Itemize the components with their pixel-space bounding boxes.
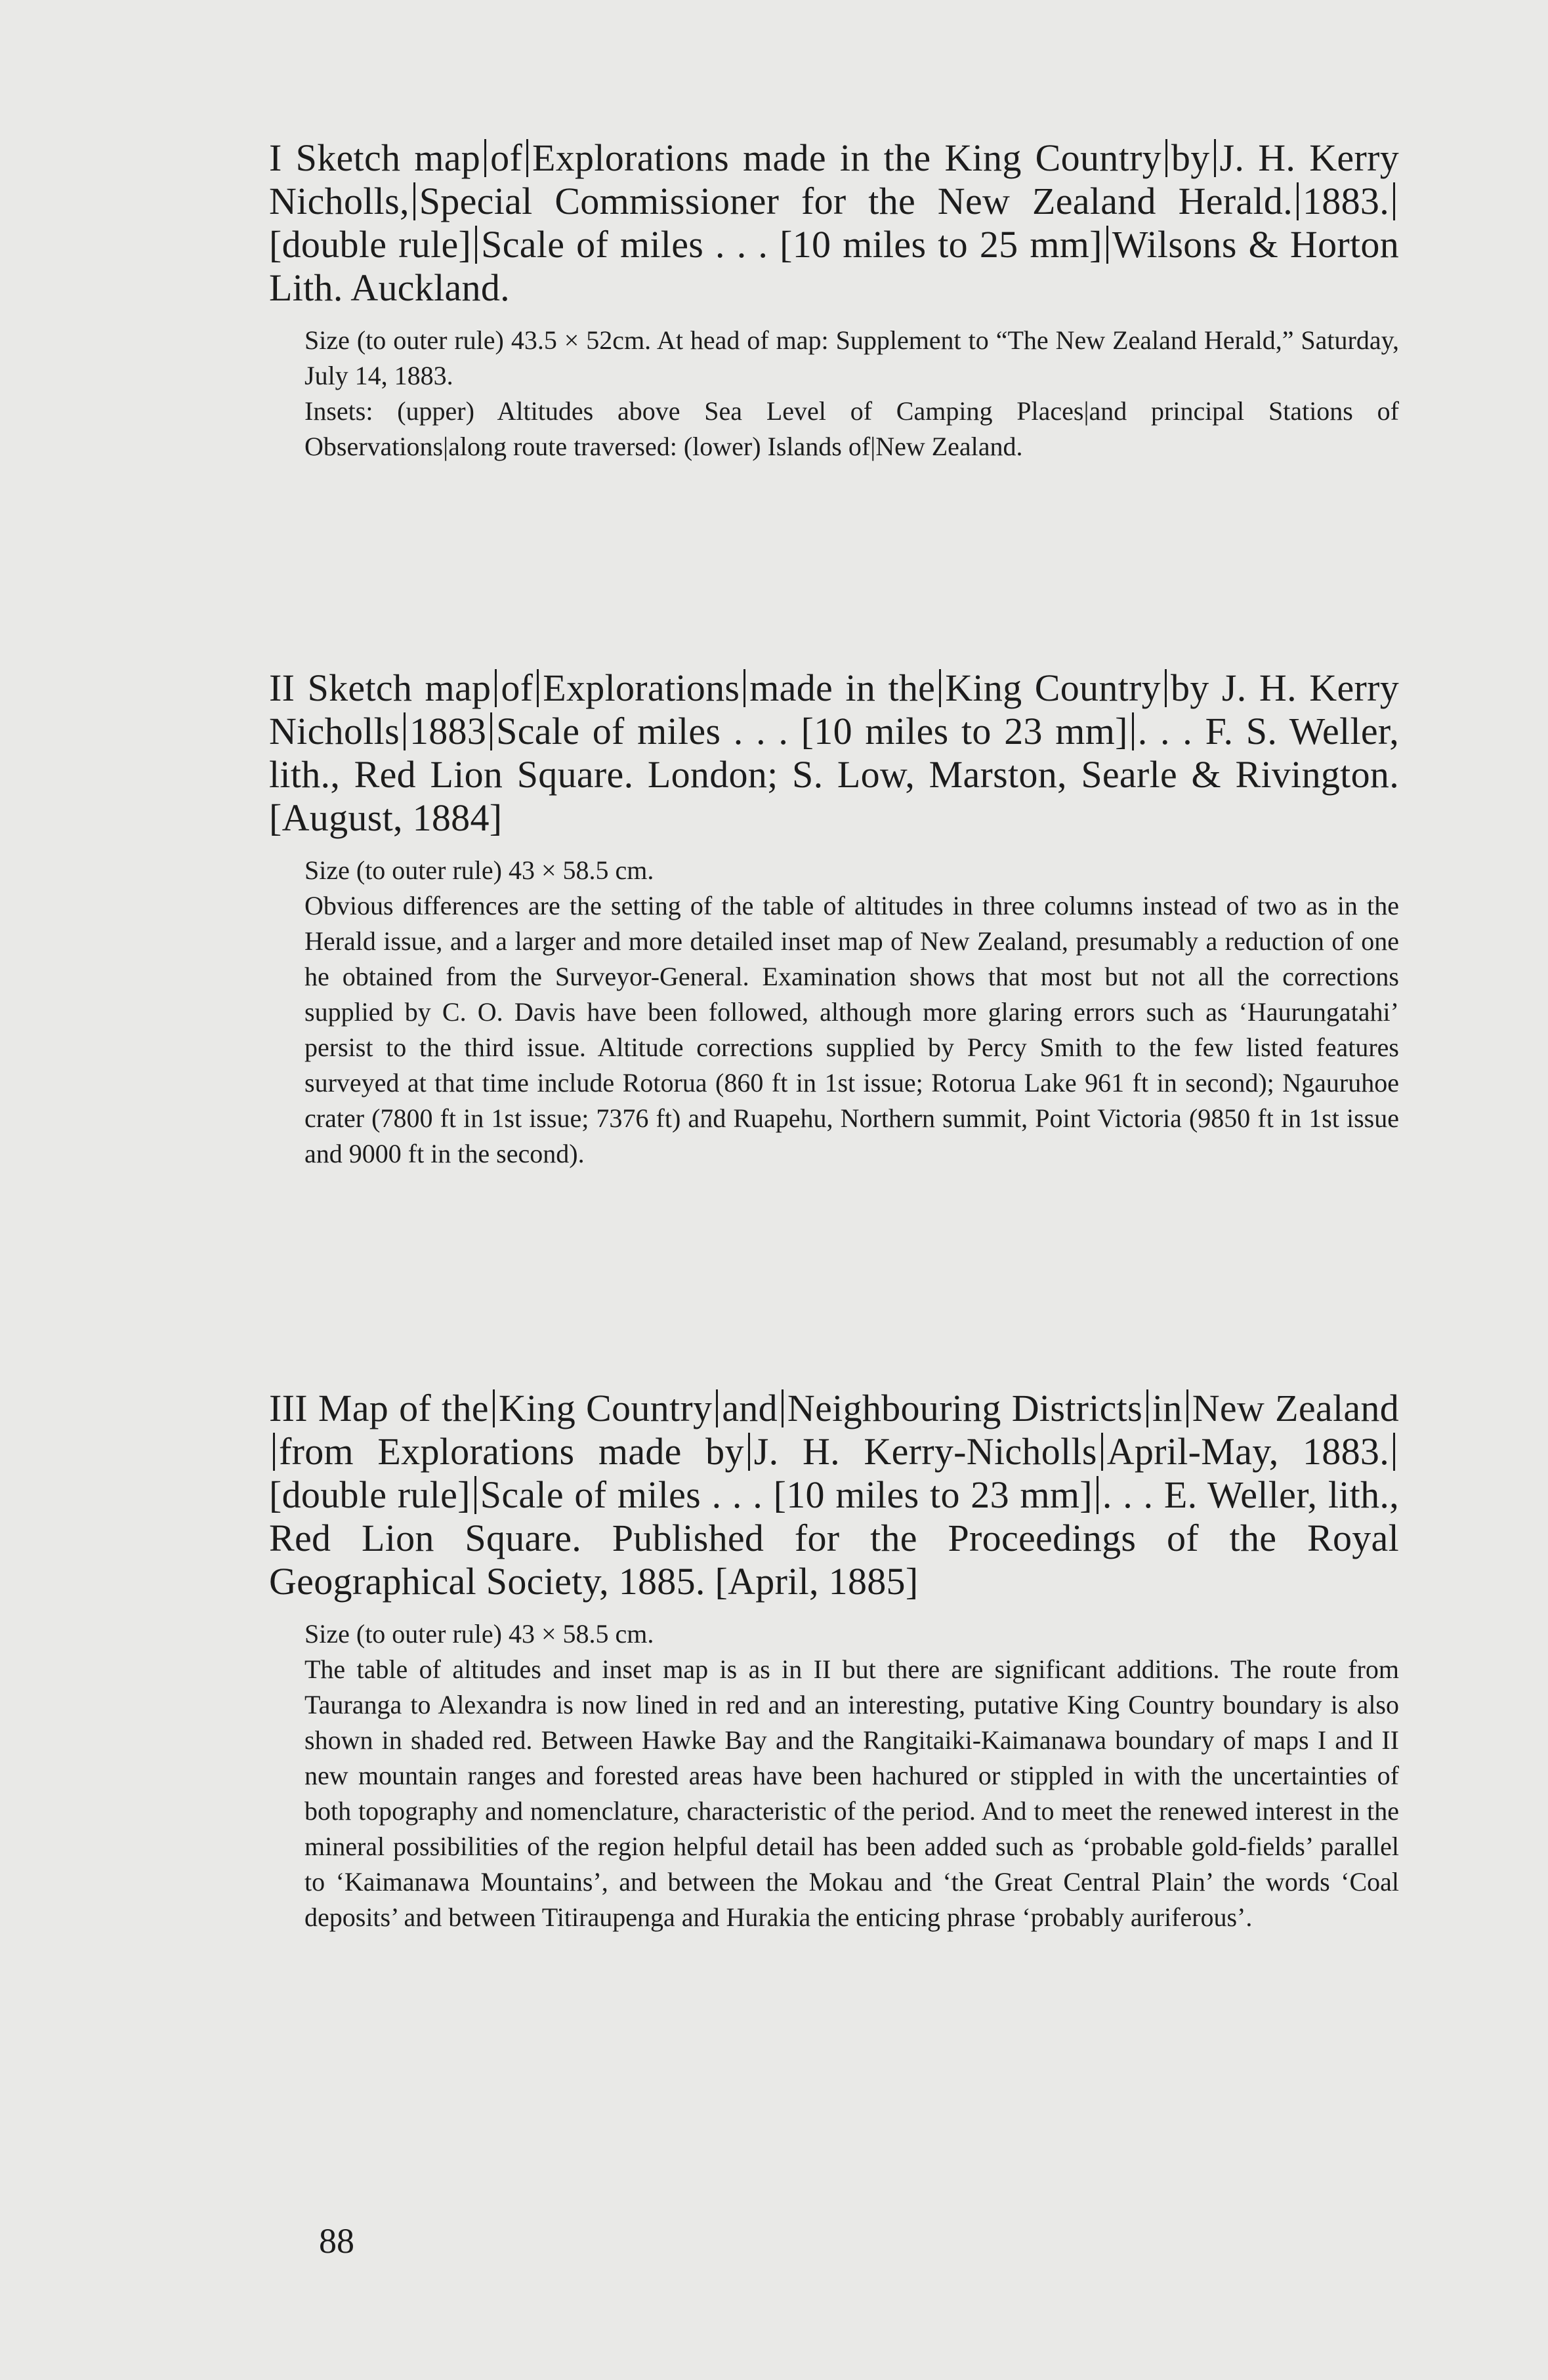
heading-segment: King Country	[498, 1387, 713, 1429]
line-break-marker	[939, 669, 941, 707]
heading-segment: Scale of miles . . . [10 miles to 25 mm]	[481, 223, 1102, 266]
heading-segment: Wilsons & Horton Lith. Auckland.	[269, 223, 1400, 309]
heading-segment: J. H. Kerry Nicholls,	[269, 136, 1400, 222]
heading-segment: by J. H. Kerry Nicholls	[269, 667, 1400, 752]
entry-heading	[269, 1387, 1399, 1603]
entry-notes	[304, 1616, 1399, 1935]
heading-segment: . . . E. Weller, lith., Red Lion Square. Published for the Proceedings of the Royal Geographical Society, 1885. [April, 1885]	[269, 1473, 1399, 1603]
line-break-marker	[1146, 1389, 1148, 1427]
line-break-marker	[526, 139, 528, 177]
heading-segment: in	[1152, 1387, 1182, 1429]
heading-segment: J. H. Kerry-Nicholls	[753, 1430, 1097, 1473]
line-break-marker	[1165, 669, 1167, 707]
heading-segment: New Zealand	[1192, 1387, 1399, 1429]
heading-segment: April-May, 1883.	[1106, 1430, 1390, 1473]
line-break-marker	[743, 669, 745, 707]
line-break-marker	[1106, 226, 1108, 264]
line-break-marker	[474, 1476, 476, 1514]
heading-segment: by	[1171, 136, 1210, 179]
size-note: Size (to outer rule) 43 × 58.5 cm.	[304, 1619, 654, 1649]
page-number: 88	[319, 2221, 354, 2261]
heading-segment: . . . F. S. Weller, lith., Red Lion Square. London; S. Low, Marston, Searle & Rivington. [August, 1884]	[269, 710, 1399, 839]
map-entry-1	[269, 136, 1399, 464]
size-note: Size (to outer rule) 43 × 58.5 cm.	[304, 855, 654, 885]
line-break-marker	[782, 1389, 784, 1427]
line-break-marker	[1186, 1389, 1188, 1427]
heading-segment: and	[722, 1387, 778, 1429]
line-break-marker	[484, 139, 486, 177]
line-break-marker	[1165, 139, 1167, 177]
heading-segment: 1883	[409, 710, 487, 752]
line-break-marker	[1101, 1433, 1103, 1471]
line-break-marker	[493, 1389, 495, 1427]
heading-segment: from Explorations made by	[279, 1430, 744, 1473]
line-break-marker	[475, 226, 477, 264]
entry-heading	[269, 136, 1399, 310]
line-break-marker	[495, 669, 497, 707]
entry-heading	[269, 667, 1399, 840]
map-entry-3	[269, 1387, 1399, 1935]
size-note: Size (to outer rule) 43.5 × 52cm. At head of map: Supplement to “The New Zealand Herald,” Saturday, July 14, 1883.	[304, 325, 1399, 390]
line-break-marker	[490, 712, 492, 750]
description-note: Obvious differences are the setting of the table of altitudes in three columns instead of two as in the Herald issue, and a larger and more detailed inset map of New Zealand, presumably a reduction of one he obtained from the Surveyor-General. Examination shows that most but not all the corrections supplied by C. O. Davis have been followed, although more glaring errors such as ‘Haurungatahi’ persist to the third issue. Altitude corrections supplied by Percy Smith to the few listed features surveyed at that time include Rotorua (860 ft in 1st issue; Rotorua Lake 961 ft in second); Ngauruhoe crater (7800 ft in 1st issue; 7376 ft) and Ruapehu, Northern summit, Point Victoria (9850 ft in 1st issue and 9000 ft in the second).	[304, 891, 1399, 1168]
heading-segment: Special Commissioner for the New Zealand Herald.	[419, 180, 1293, 222]
line-break-marker	[748, 1433, 750, 1471]
line-break-marker	[716, 1389, 718, 1427]
line-break-marker	[413, 182, 415, 220]
line-break-marker	[1132, 712, 1134, 750]
heading-segment: II Sketch map	[269, 667, 492, 709]
heading-segment: Scale of miles . . . [10 miles to 23 mm]	[480, 1473, 1093, 1516]
heading-segment: made in the	[749, 667, 936, 709]
entry-notes	[304, 323, 1399, 464]
line-break-marker	[1393, 182, 1395, 220]
heading-segment: of	[490, 136, 523, 179]
entry-notes	[304, 853, 1399, 1172]
line-break-marker	[537, 669, 539, 707]
heading-segment: Scale of miles . . . [10 miles to 23 mm]	[496, 710, 1128, 752]
heading-segment: III Map of the	[269, 1387, 489, 1429]
heading-segment: Explorations made in the King Country	[532, 136, 1161, 179]
heading-segment: I Sketch map	[269, 136, 481, 179]
insets-note: Insets: (upper) Altitudes above Sea Level of Camping Places|and principal Stations of Observations|along route traversed: (lower) Islands of|New Zealand.	[304, 396, 1399, 461]
heading-segment: King Country	[945, 667, 1161, 709]
heading-segment: of	[501, 667, 533, 709]
heading-segment: Neighbouring Districts	[787, 1387, 1142, 1429]
map-entry-2	[269, 667, 1399, 1172]
line-break-marker	[404, 712, 406, 750]
line-break-marker	[1214, 139, 1216, 177]
line-break-marker	[1297, 182, 1299, 220]
heading-segment: 1883.	[1303, 180, 1389, 222]
line-break-marker	[1097, 1476, 1098, 1514]
heading-segment: [double rule]	[269, 223, 472, 266]
line-break-marker	[273, 1433, 275, 1471]
line-break-marker	[1393, 1433, 1395, 1471]
description-note: The table of altitudes and inset map is as in II but there are significant additions. The route from Tauranga to Alexandra is now lined in red and an interesting, putative King Country boundary is also shown in shaded red. Between Hawke Bay and the Rangitaiki-Kaimanawa boundary of maps I and II new mountain ranges and forested areas have been hachured or stippled in with the uncertainties of both topography and nomenclature, characteristic of the period. And to meet the renewed interest in the mineral possibilities of the region helpful detail has been added such as ‘probable gold-fields’ parallel to ‘Kaimanawa Mountains’, and between the Mokau and ‘the Great Central Plain’ the words ‘Coal deposits’ and between Titiraupenga and Hurakia the enticing phrase ‘probably auriferous’.	[304, 1654, 1399, 1932]
heading-segment: Explorations	[543, 667, 740, 709]
heading-segment: [double rule]	[269, 1473, 471, 1516]
